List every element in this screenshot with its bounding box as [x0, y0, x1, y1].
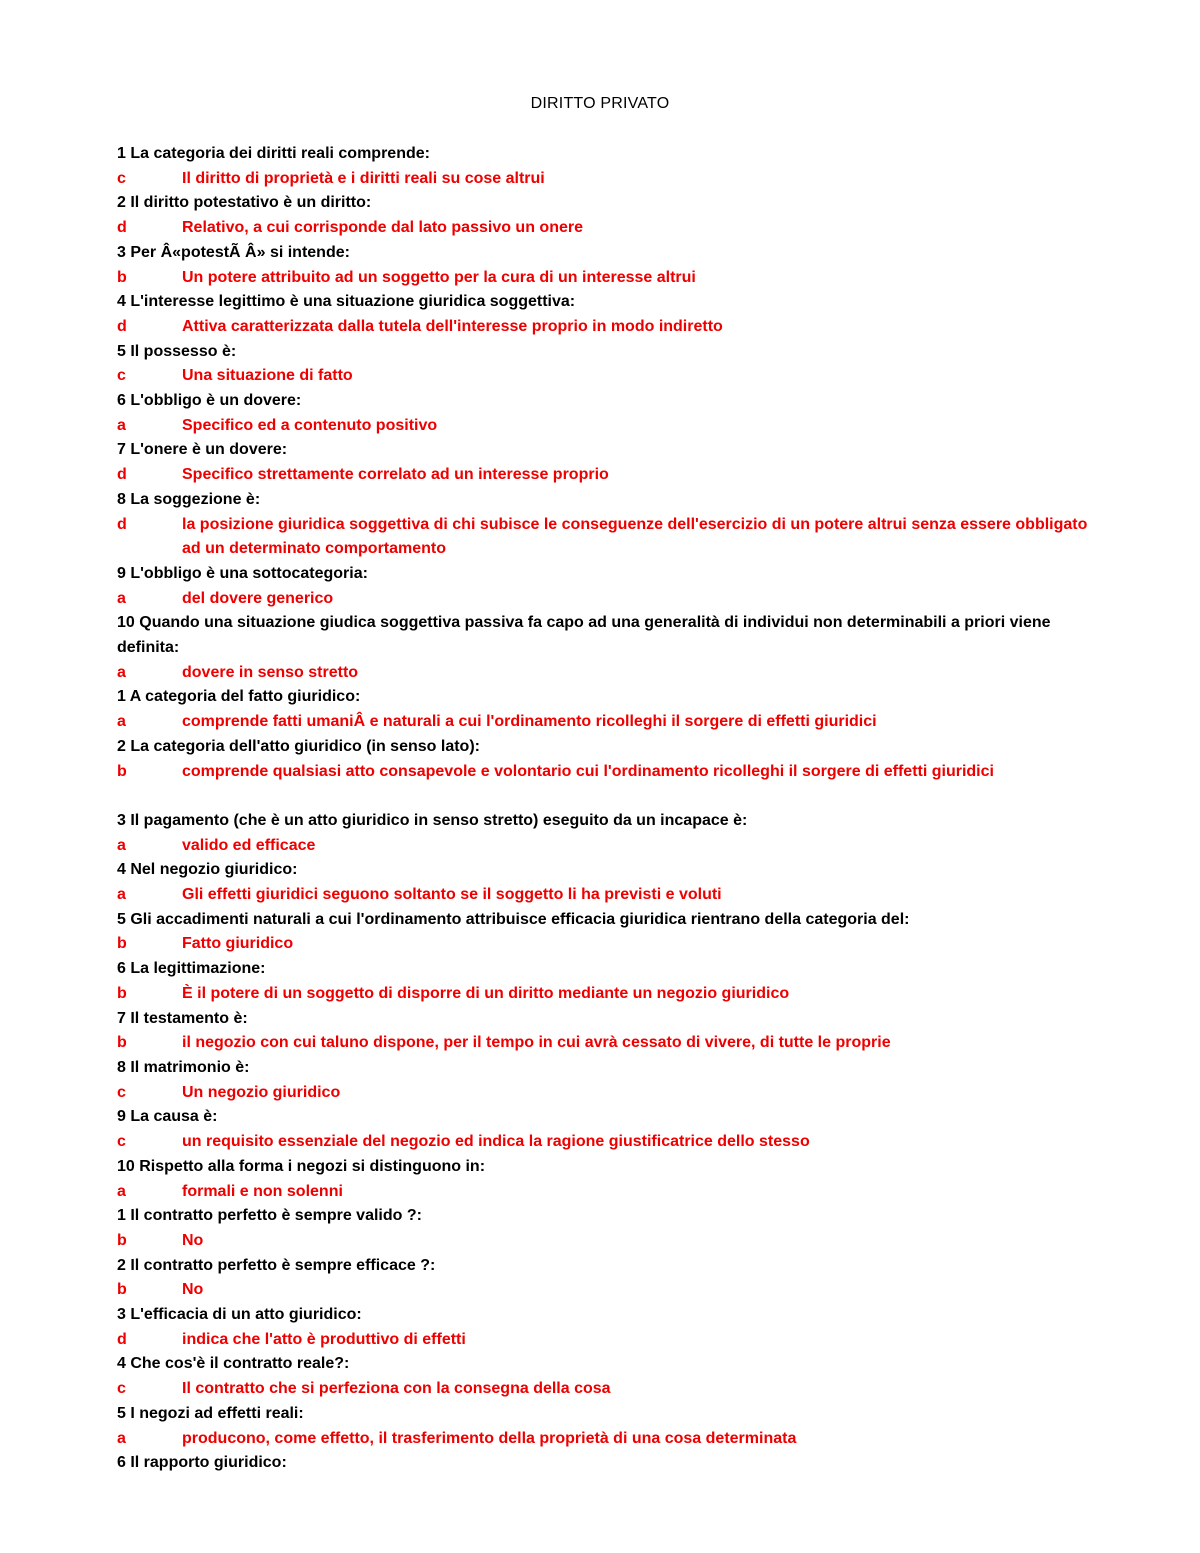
answer-row — [117, 661, 1092, 686]
question-text: 5 Il possesso è: — [117, 342, 237, 360]
question-text: 10 Quando una situazione giudica soggettiva passiva fa capo ad una generalità di individui non determinabili a priori viene definita: — [117, 614, 1055, 657]
answer-row — [117, 315, 1092, 340]
question-text: 4 Che cos'è il contratto reale?: — [117, 1355, 350, 1373]
answer-letter: c — [117, 1133, 126, 1151]
answer-letter: a — [117, 886, 126, 904]
question-text: 4 Nel negozio giuridico: — [117, 861, 298, 879]
answer-row — [117, 513, 1092, 562]
answer-row — [117, 760, 1092, 785]
question-text: 9 La causa è: — [117, 1108, 218, 1126]
answer-row — [117, 1180, 1092, 1205]
answer-text: Relativo, a cui corrisponde dal lato passivo un onere — [182, 219, 583, 237]
answer-letter: d — [117, 515, 127, 533]
answer-row — [117, 1229, 1092, 1254]
answer-letter: d — [117, 1330, 127, 1348]
question-text: 1 La categoria dei diritti reali comprende: — [117, 145, 430, 162]
answer-letter: a — [117, 1182, 126, 1200]
answer-letter: c — [117, 169, 126, 187]
answer-letter: b — [117, 1231, 127, 1249]
answer-letter: b — [117, 268, 127, 286]
question-list — [117, 142, 1092, 1476]
answer-text: È il potere di un soggetto di disporre di un diritto mediante un negozio giuridico — [182, 984, 790, 1002]
answer-row — [117, 266, 1092, 291]
answer-text: Gli effetti giuridici seguono soltanto se il soggetto li ha previsti e voluti — [182, 886, 722, 904]
answer-letter: b — [117, 984, 127, 1002]
question-text: 6 La legittimazione: — [117, 960, 266, 978]
answer-letter: c — [117, 367, 126, 385]
answer-row — [117, 1031, 1092, 1056]
answer-row — [117, 982, 1092, 1007]
answer-row — [117, 1130, 1092, 1155]
answer-text: Il diritto di proprietà e i diritti reali su cose altrui — [182, 169, 545, 187]
answer-letter: a — [117, 836, 126, 854]
answer-row — [117, 216, 1092, 241]
question-text: 3 L'efficacia di un atto giuridico: — [117, 1306, 362, 1324]
answer-letter: d — [117, 317, 127, 335]
question-text: 3 Il pagamento (che è un atto giuridico in senso stretto) eseguito da un incapace è: — [117, 811, 748, 829]
answer-row — [117, 167, 1092, 192]
answer-text: Un negozio giuridico — [182, 1083, 341, 1101]
answer-text: indica che l'atto è produttivo di effetti — [182, 1330, 466, 1348]
answer-text: Attiva caratterizzata dalla tutela dell'interesse proprio in modo indiretto — [182, 317, 723, 335]
answer-row — [117, 1081, 1092, 1106]
answer-row — [117, 710, 1092, 735]
answer-letter: d — [117, 219, 127, 237]
answer-text: la posizione giuridica soggettiva di chi subisce le conseguenze dell'esercizio di un potere altrui senza essere obbligato ad un determinato comportamento — [182, 515, 1088, 558]
blank-line — [117, 784, 1092, 809]
question-text: 3 Per Â«potestÃ Â» si intende: — [117, 243, 350, 261]
answer-row — [117, 1328, 1092, 1353]
answer-text: formali e non solenni — [182, 1182, 343, 1200]
answer-text: Specifico ed a contenuto positivo — [182, 416, 438, 434]
answer-letter: d — [117, 466, 127, 484]
answer-text: comprende fatti umaniÂ e naturali a cui l'ordinamento ricolleghi il sorgere di effetti giuridici — [182, 713, 877, 731]
answer-letter: c — [117, 1380, 126, 1398]
question-text: 6 Il rapporto giuridico: — [117, 1454, 287, 1472]
answer-row — [117, 463, 1092, 488]
answer-row — [117, 1278, 1092, 1303]
answer-letter: b — [117, 935, 127, 953]
answer-row — [117, 1377, 1092, 1402]
question-text: 9 L'obbligo è una sottocategoria: — [117, 564, 368, 582]
answer-letter: c — [117, 1083, 126, 1101]
question-text: 5 Gli accadimenti naturali a cui l'ordinamento attribuisce efficacia giuridica rientrano della categoria del: — [117, 910, 910, 928]
answer-text: Una situazione di fatto — [182, 367, 353, 385]
answer-text: dovere in senso stretto — [182, 663, 359, 681]
answer-letter: b — [117, 762, 127, 780]
answer-row — [117, 364, 1092, 389]
question-text: 2 Il diritto potestativo è un diritto: — [117, 194, 372, 212]
question-text: 8 Il matrimonio è: — [117, 1059, 250, 1076]
answer-letter: b — [117, 1034, 127, 1052]
answer-text: un requisito essenziale del negozio ed indica la ragione giustificatrice dello stesso — [182, 1133, 810, 1151]
answer-row — [117, 834, 1092, 859]
document-title: DIRITTO PRIVATO — [530, 95, 670, 112]
answer-letter: b — [117, 1281, 127, 1299]
answer-text: Il contratto che si perfeziona con la consegna della cosa — [182, 1380, 611, 1398]
question-text: 2 La categoria dell'atto giuridico (in senso lato): — [117, 737, 480, 755]
answer-letter: a — [117, 713, 126, 731]
answer-row — [117, 587, 1092, 612]
answer-text: producono, come effetto, il trasferimento della proprietà di una cosa determinata — [182, 1429, 797, 1447]
answer-text: valido ed efficace — [182, 836, 316, 854]
answer-text: Un potere attribuito ad un soggetto per la cura di un interesse altrui — [182, 268, 696, 286]
answer-text: No — [182, 1281, 204, 1299]
question-text: 1 Il contratto perfetto è sempre valido ?: — [117, 1207, 422, 1225]
answer-row — [117, 883, 1092, 908]
answer-letter: a — [117, 416, 126, 434]
answer-row — [117, 932, 1092, 957]
answer-text: del dovere generico — [182, 589, 334, 607]
question-text: 10 Rispetto alla forma i negozi si distinguono in: — [117, 1157, 486, 1175]
answer-text: No — [182, 1231, 204, 1249]
question-text: 7 Il testamento è: — [117, 1009, 248, 1027]
answer-text: Fatto giuridico — [182, 935, 294, 953]
answer-row — [117, 1427, 1092, 1452]
answer-letter: a — [117, 1429, 126, 1447]
question-text: 2 Il contratto perfetto è sempre efficace ?: — [117, 1256, 436, 1274]
answer-text: il negozio con cui taluno dispone, per il tempo in cui avrà cessato di vivere, di tutte le proprie — [182, 1034, 891, 1052]
question-text: 5 I negozi ad effetti reali: — [117, 1404, 304, 1422]
answer-text: comprende qualsiasi atto consapevole e volontario cui l'ordinamento ricolleghi il sorgere di effetti giuridici — [182, 762, 994, 780]
question-text: 4 L'interesse legittimo è una situazione giuridica soggettiva: — [117, 293, 576, 311]
question-text: 8 La soggezione è: — [117, 490, 261, 508]
question-text: 7 L'onere è un dovere: — [117, 441, 288, 459]
answer-text: Specifico strettamente correlato ad un interesse proprio — [182, 466, 609, 484]
question-text: 6 L'obbligo è un dovere: — [117, 392, 302, 410]
answer-row — [117, 414, 1092, 439]
answer-letter: a — [117, 589, 126, 607]
answer-letter: a — [117, 663, 126, 681]
question-text: 1 A categoria del fatto giuridico: — [117, 688, 361, 706]
